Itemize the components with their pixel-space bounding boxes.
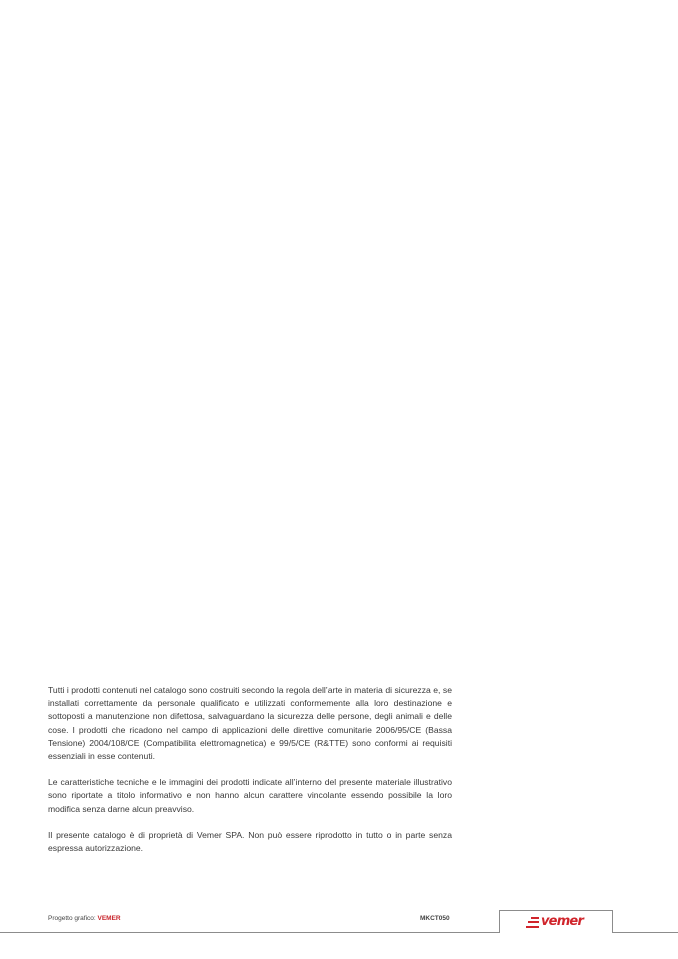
logo-stripes-icon: [526, 917, 539, 928]
brand-logo-frame: [499, 910, 613, 933]
disclaimer-paragraph: Le caratteristiche tecniche e le immagini dei prodotti indicate all’interno del presente materiale illustrativo sono riportate a titolo informativo e non hanno alcun carattere vincolante essendo possibile la loro modifica senza darne alcun preavviso.: [48, 777, 452, 814]
vemer-logo: [526, 915, 583, 929]
design-credit: [48, 915, 121, 922]
design-credit-name: VEMER: [97, 915, 121, 922]
copyright-paragraph: Il presente catalogo è di proprietà di Vemer SPA. Non può essere riprodotto in tutto o in parte senza espressa autorizzazione.: [48, 829, 452, 854]
catalog-code: MKCT050: [420, 915, 450, 922]
logo-wordmark: vemer: [541, 914, 584, 929]
design-credit-label: Progetto grafico:: [48, 915, 96, 922]
legal-text-block: [48, 684, 452, 868]
safety-paragraph: Tutti i prodotti contenuti nel catalogo sono costruiti secondo la regola dell’arte in materia di sicurezza e, se installati correttamente da personale qualificato e utilizzati conformemente alla loro destinazione e sottoposti a manutenzione non difettosa, salvaguardano la sicurezza delle persone, degli animali e delle cose. I prodotti che ricadono nel campo di applicazioni delle direttive comunitarie 2006/95/CE (Bassa Tensione) 2004/108/CE (Compatibilita elettromagnetica) e 99/5/CE (R&TTE) sono conformi ai requisiti essenziali in esse contenuti.: [48, 685, 452, 762]
